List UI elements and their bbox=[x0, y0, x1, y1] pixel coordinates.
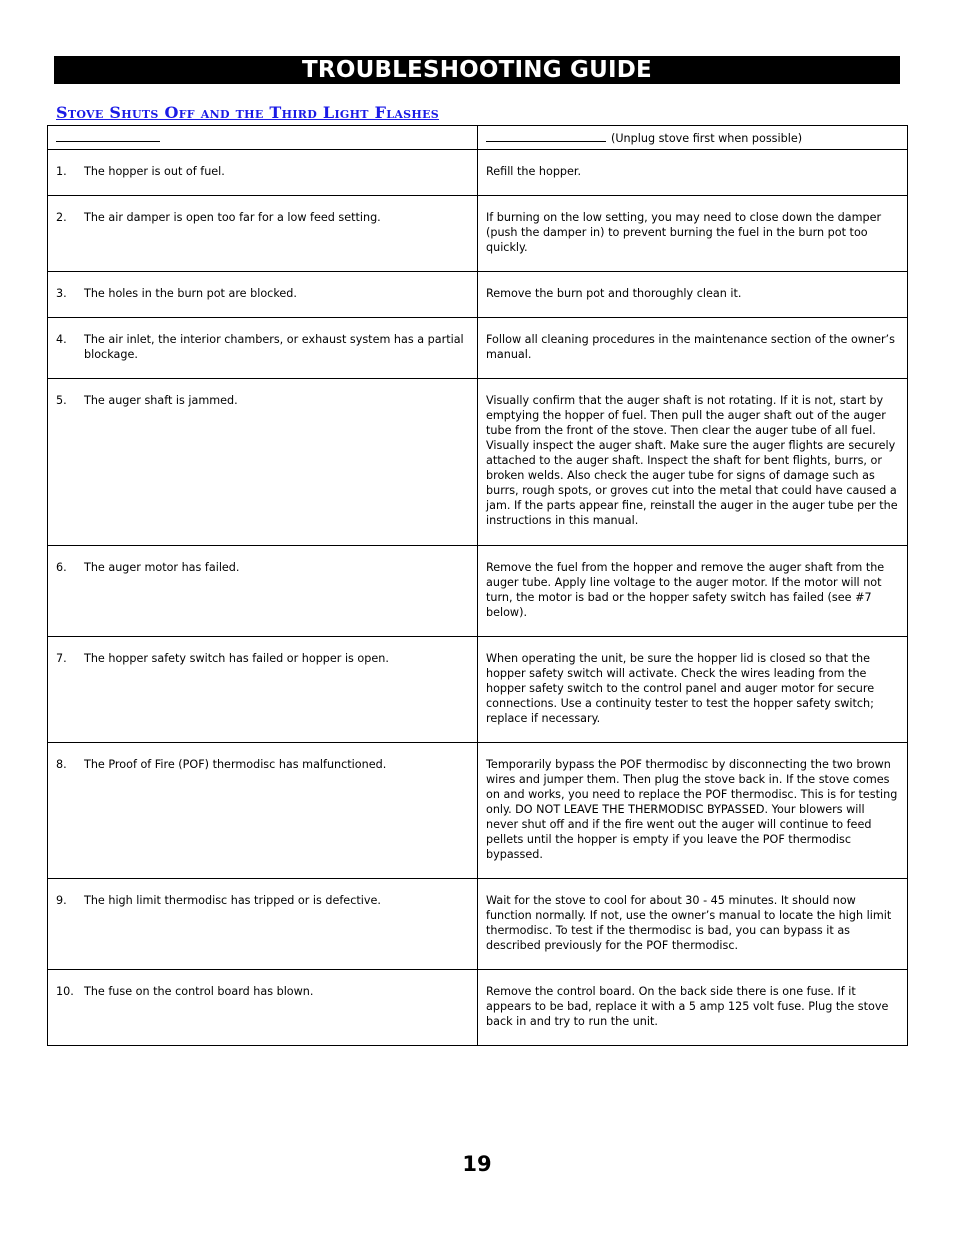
table-row bbox=[48, 318, 908, 379]
table-row bbox=[48, 637, 908, 743]
table-header-row bbox=[48, 126, 908, 150]
row-number: 5. bbox=[56, 394, 67, 407]
cause-cell bbox=[48, 272, 478, 318]
cause-text: The auger shaft is jammed. bbox=[84, 394, 238, 407]
row-number: 10. bbox=[56, 985, 74, 998]
cause-text: The high limit thermodisc has tripped or is defective. bbox=[84, 894, 381, 907]
remedy-cell: If burning on the low setting, you may need to close down the damper (push the damper in) to prevent burning the fuel in the burn pot too quickly. bbox=[478, 196, 908, 272]
table-row bbox=[48, 546, 908, 637]
cause-cell bbox=[48, 196, 478, 272]
cause-text: The hopper is out of fuel. bbox=[84, 165, 225, 178]
table-row bbox=[48, 272, 908, 318]
cause-cell bbox=[48, 743, 478, 879]
header-cell-solution bbox=[478, 126, 908, 150]
cause-text: The auger motor has failed. bbox=[84, 561, 240, 574]
row-number: 6. bbox=[56, 561, 67, 574]
remedy-cell: Remove the fuel from the hopper and remove the auger shaft from the auger tube. Apply line voltage to the auger motor. If the motor will not turn, the motor is bad or the hopper safety switch has failed (see #7 below). bbox=[478, 546, 908, 637]
cause-text: The air damper is open too far for a low feed setting. bbox=[84, 211, 381, 224]
remedy-cell: Remove the burn pot and thoroughly clean it. bbox=[478, 272, 908, 318]
cause-cell bbox=[48, 637, 478, 743]
page-number: 19 bbox=[462, 1152, 492, 1176]
blank-heading-line bbox=[56, 130, 160, 142]
table-row bbox=[48, 743, 908, 879]
page-title: TROUBLESHOOTING GUIDE bbox=[54, 56, 900, 84]
section-heading: Stove Shuts Off and the Third Light Flashes bbox=[56, 103, 440, 122]
troubleshooting-table bbox=[47, 125, 908, 1046]
remedy-cell: Temporarily bypass the POF thermodisc by disconnecting the two brown wires and jumper them. Then plug the stove back in. If the stove comes on and works, you need to replace the POF thermodisc. This is for testing only. DO NOT LEAVE THE THERMODISC BYPASSED. Your blowers will never shut off and if the fire went out the auger will continue to feed pellets until the hopper is empty if you leave the POF thermodisc bypassed. bbox=[478, 743, 908, 879]
remedy-cell: Visually confirm that the auger shaft is not rotating. If it is not, start by emptying the hopper of fuel. Then pull the auger shaft out of the auger tube from the front of the stove. Then clear the auger tube of all fuel. Visually inspect the auger shaft. Make sure the auger flights are securely attached to the auger shaft. Inspect the shaft for bent flights, burrs, or broken welds. Also check the auger tube for signs of damage such as burrs, rough spots, or groves cut into the metal that could have caused a jam. If the parts appear fine, reinstall the auger in the auger tube per the instructions in this manual. bbox=[478, 379, 908, 546]
row-number: 8. bbox=[56, 758, 67, 771]
row-number: 9. bbox=[56, 894, 67, 907]
table-row bbox=[48, 150, 908, 196]
row-number: 4. bbox=[56, 333, 67, 346]
remedy-cell: Remove the control board. On the back side there is one fuse. If it appears to be bad, replace it with a 5 amp 125 volt fuse. Plug the stove back in and try to run the unit. bbox=[478, 970, 908, 1046]
cause-cell bbox=[48, 970, 478, 1046]
cause-text: The Proof of Fire (POF) thermodisc has malfunctioned. bbox=[84, 758, 387, 771]
remedy-cell: When operating the unit, be sure the hopper lid is closed so that the hopper safety switch will activate. Check the wires leading from the hopper safety switch to the control panel and auger motor for secure connections. Use a continuity tester to test the hopper safety switch; replace if necessary. bbox=[478, 637, 908, 743]
remedy-cell: Refill the hopper. bbox=[478, 150, 908, 196]
cause-cell bbox=[48, 150, 478, 196]
row-number: 3. bbox=[56, 287, 67, 300]
header-note: (Unplug stove first when possible) bbox=[611, 132, 803, 145]
table-row bbox=[48, 879, 908, 970]
cause-text: The fuse on the control board has blown. bbox=[84, 985, 314, 998]
row-number: 7. bbox=[56, 652, 67, 665]
cause-text: The air inlet, the interior chambers, or exhaust system has a partial blockage. bbox=[84, 333, 464, 361]
row-number: 2. bbox=[56, 211, 67, 224]
table-row bbox=[48, 379, 908, 546]
table-row bbox=[48, 196, 908, 272]
remedy-cell: Follow all cleaning procedures in the maintenance section of the owner’s manual. bbox=[478, 318, 908, 379]
row-number: 1. bbox=[56, 165, 67, 178]
remedy-cell: Wait for the stove to cool for about 30 - 45 minutes. It should now function normally. If not, use the owner’s manual to locate the high limit thermodisc. To test if the thermodisc is bad, you can bypass it as described previously for the POF thermodisc. bbox=[478, 879, 908, 970]
blank-heading-line bbox=[486, 130, 606, 142]
cause-cell bbox=[48, 879, 478, 970]
cause-cell bbox=[48, 546, 478, 637]
header-cell-problem bbox=[48, 126, 478, 150]
table-row bbox=[48, 970, 908, 1046]
cause-cell bbox=[48, 379, 478, 546]
cause-text: The holes in the burn pot are blocked. bbox=[84, 287, 297, 300]
cause-cell bbox=[48, 318, 478, 379]
cause-text: The hopper safety switch has failed or hopper is open. bbox=[84, 652, 389, 665]
